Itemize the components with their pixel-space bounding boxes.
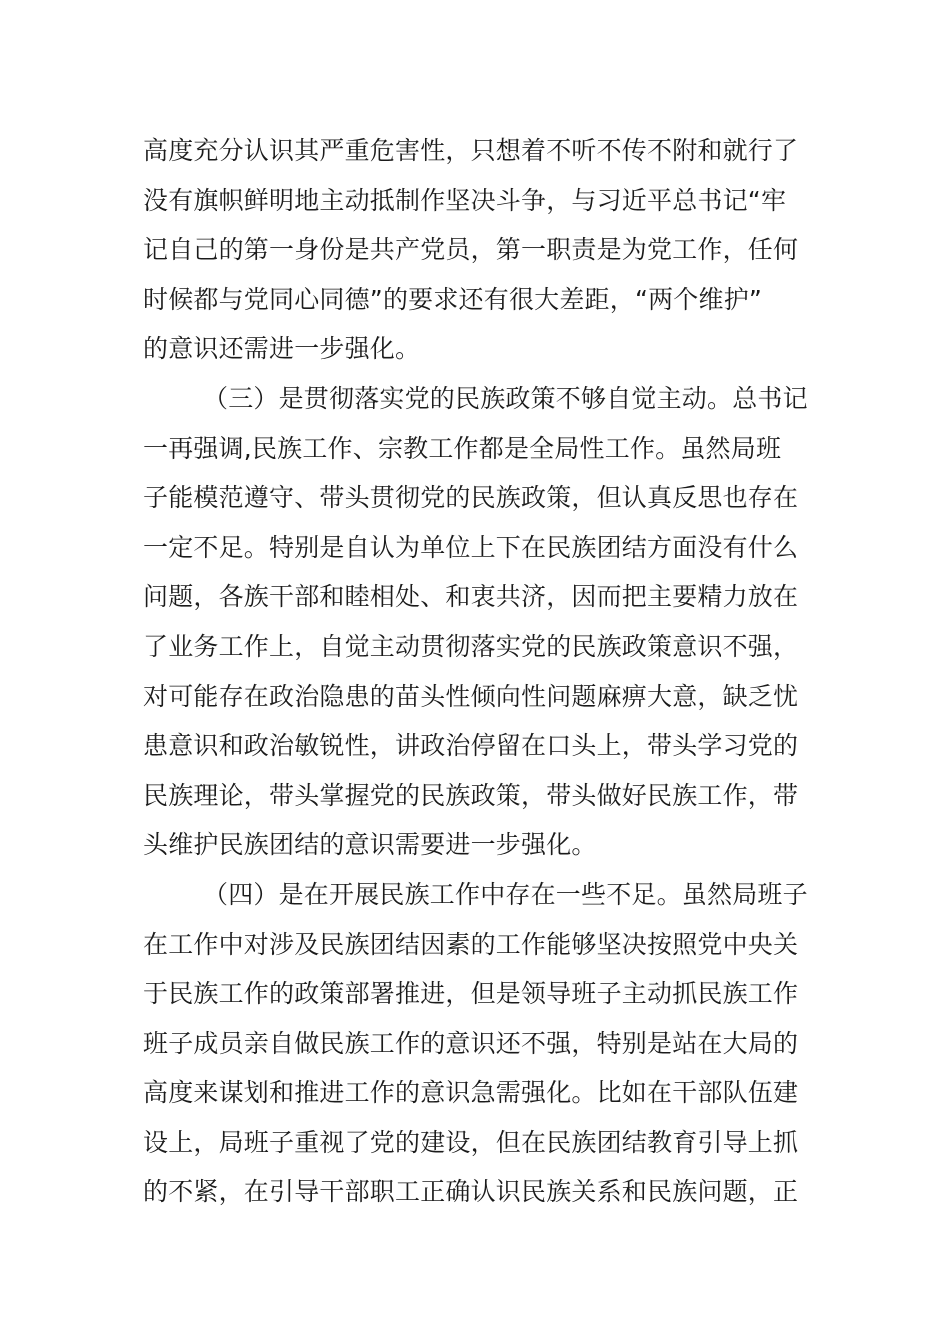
text-line: 没有旗帜鲜明地主动抵制作坚决斗争，与习近平总书记“牢 — [143, 185, 787, 215]
text-line: 对可能存在政治隐患的苗头性倾向性问题麻痹大意，缺乏忧 — [143, 681, 799, 711]
text-line: 班子成员亲自做民族工作的意识还不强，特别是站在大局的 — [143, 1028, 799, 1058]
text-line: 民族理论，带头掌握党的民族政策，带头做好民族工作，带 — [143, 780, 799, 810]
text-line: 头维护民族团结的意识需要进一步强化。 — [143, 830, 597, 860]
text-line: 子能模范遵守、带头贯彻党的民族政策，但认真反思也存在 — [143, 483, 799, 513]
paragraph-start-line: （四）是在开展民族工作中存在一些不足。虽然局班子 — [203, 879, 808, 909]
text-line: 在工作中对涉及民族团结因素的工作能够坚决按照党中央关 — [143, 929, 799, 959]
text-line: 一定不足。特别是自认为单位上下在民族团结方面没有什么 — [143, 532, 799, 562]
paragraph-start-line: （三）是贯彻落实党的民族政策不够自觉主动。总书记 — [203, 383, 808, 413]
text-line: 问题，各族干部和睦相处、和衷共济，因而把主要精力放在 — [143, 582, 799, 612]
text-line: 记自己的第一身份是共产党员，第一职责是为党工作，任何 — [143, 235, 799, 265]
text-line: 的不紧，在引导干部职工正确认识民族关系和民族问题，正 — [143, 1177, 799, 1207]
text-line: 了业务工作上，自觉主动贯彻落实党的民族政策意识不强， — [143, 631, 799, 661]
text-line: 高度来谋划和推进工作的意识急需强化。比如在干部队伍建 — [143, 1078, 799, 1108]
text-line: 一再强调,民族工作、宗教工作都是全局性工作。虽然局班 — [143, 433, 782, 463]
text-line: 的意识还需进一步强化。 — [143, 334, 421, 364]
text-line: 于民族工作的政策部署推进，但是领导班子主动抓民族工作 — [143, 979, 799, 1009]
text-line: 患意识和政治敏锐性，讲政治停留在口头上，带头学习党的 — [143, 731, 799, 761]
text-line: 时候都与党同心同德”的要求还有很大差距，“两个维护” — [143, 284, 763, 314]
body-text — [143, 126, 809, 1217]
text-line: 高度充分认识其严重危害性，只想着不听不传不附和就行了 — [143, 136, 799, 165]
text-line: 设上，局班子重视了党的建设，但在民族团结教育引导上抓 — [143, 1127, 799, 1157]
